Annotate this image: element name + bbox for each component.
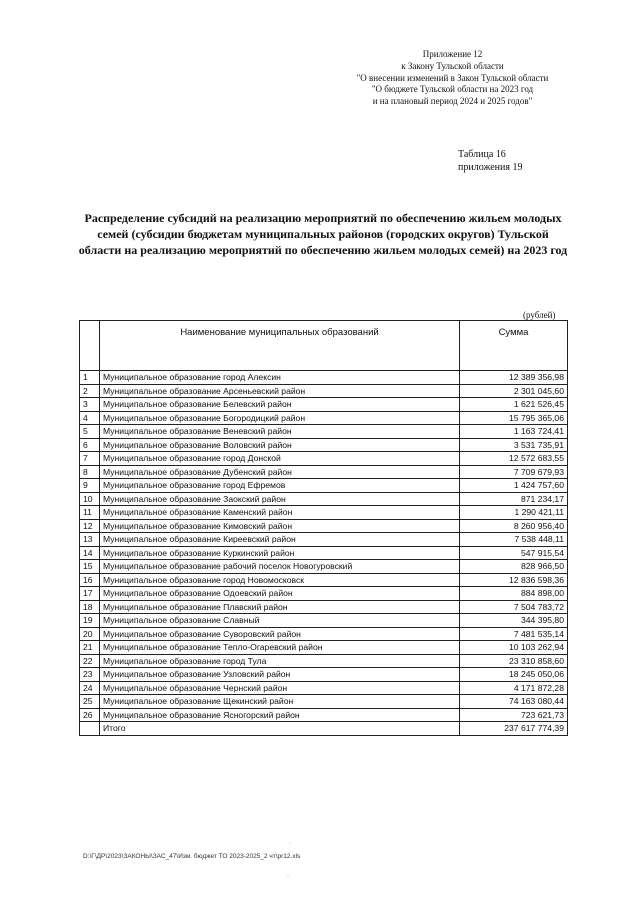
- row-number: 4: [80, 411, 100, 425]
- table-row: [80, 425, 568, 439]
- row-number: 6: [80, 438, 100, 452]
- row-municipality: Муниципальное образование Щекинский район: [100, 695, 460, 709]
- appendix-line: к Закону Тульской области: [401, 60, 504, 71]
- row-municipality: Муниципальное образование Куркинский район: [100, 546, 460, 560]
- row-sum: 8 260 956,40: [460, 519, 568, 533]
- appendix-line: "О бюджете Тульской области на 2023 год: [371, 84, 534, 95]
- row-sum: 2 301 045,60: [460, 384, 568, 398]
- appendix-line: и на плановый период 2024 и 2025 годов": [372, 96, 533, 107]
- row-sum: 7 709 679,93: [460, 465, 568, 479]
- row-number: 12: [80, 519, 100, 533]
- row-municipality: Муниципальное образование Кимовский район: [100, 519, 460, 533]
- table-ref-line: Таблица 16: [458, 149, 506, 160]
- row-number: 19: [80, 614, 100, 628]
- table-row: [80, 614, 568, 628]
- row-number: 8: [80, 465, 100, 479]
- row-sum: 1 163 724,41: [460, 425, 568, 439]
- table-row: [80, 600, 568, 614]
- row-municipality: Муниципальное образование Каменский район: [100, 506, 460, 520]
- row-number: 18: [80, 600, 100, 614]
- row-municipality: Муниципальное образование Киреевский район: [100, 533, 460, 547]
- row-sum: 7 538 448,11: [460, 533, 568, 547]
- row-municipality: Муниципальное образование Ясногорский район: [100, 708, 460, 722]
- row-sum: 7 481 535,14: [460, 627, 568, 641]
- row-municipality: Муниципальное образование Одоевский район: [100, 587, 460, 601]
- table-row: [80, 411, 568, 425]
- row-municipality: Муниципальное образование город Алексин: [100, 371, 460, 385]
- row-municipality: Муниципальное образование Заокский район: [100, 492, 460, 506]
- row-municipality: Муниципальное образование Чернский район: [100, 681, 460, 695]
- total-row: [80, 722, 568, 736]
- row-municipality: Муниципальное образование Белевский район: [100, 398, 460, 412]
- row-number: 17: [80, 587, 100, 601]
- table-row: [80, 573, 568, 587]
- row-sum: 1 621 526,45: [460, 398, 568, 412]
- row-number: 10: [80, 492, 100, 506]
- document-title: Распределение субсидий на реализацию мероприятий по обеспечению жильем молодых семей (субсидии бюджетам муниципальных районов (городских округов) Тульской области на реализацию мероприятий по обеспечению жильем молодых семей) на 2023 год: [78, 211, 568, 257]
- table-row: [80, 654, 568, 668]
- scan-mark: ·: [287, 873, 289, 879]
- table-body: [80, 371, 568, 722]
- row-number: 3: [80, 398, 100, 412]
- table-row: [80, 668, 568, 682]
- row-municipality: Муниципальное образование Воловский район: [100, 438, 460, 452]
- row-municipality: Муниципальное образование Веневский район: [100, 425, 460, 439]
- row-sum: 12 836 598,36: [460, 573, 568, 587]
- row-municipality: Муниципальное образование Плавский район: [100, 600, 460, 614]
- row-number: 25: [80, 695, 100, 709]
- table-row: [80, 587, 568, 601]
- table-row: [80, 506, 568, 520]
- row-municipality: Муниципальное образование город Донской: [100, 452, 460, 466]
- table-row: [80, 533, 568, 547]
- row-sum: 15 795 365,06: [460, 411, 568, 425]
- row-municipality: Муниципальное образование рабочий поселок Новогуровский: [100, 560, 460, 574]
- row-number: 24: [80, 681, 100, 695]
- table-row: [80, 438, 568, 452]
- row-number: 23: [80, 668, 100, 682]
- row-municipality: Муниципальное образование Дубенский район: [100, 465, 460, 479]
- table-row: [80, 641, 568, 655]
- row-municipality: Муниципальное образование город Тула: [100, 654, 460, 668]
- row-number: 20: [80, 627, 100, 641]
- table-row: [80, 695, 568, 709]
- row-sum: 1 424 757,60: [460, 479, 568, 493]
- table-row: [80, 519, 568, 533]
- table-row: [80, 560, 568, 574]
- row-number: 5: [80, 425, 100, 439]
- row-municipality: Муниципальное образование город Ефремов: [100, 479, 460, 493]
- row-number: 2: [80, 384, 100, 398]
- row-municipality: Муниципальное образование Тепло-Огаревский район: [100, 641, 460, 655]
- table-row: [80, 371, 568, 385]
- row-sum: 3 531 735,91: [460, 438, 568, 452]
- row-sum: 12 389 356,98: [460, 371, 568, 385]
- table-row: [80, 465, 568, 479]
- row-municipality: Муниципальное образование Славный: [100, 614, 460, 628]
- table-header-row: [80, 321, 568, 371]
- table-row: [80, 452, 568, 466]
- row-sum: 871 234,17: [460, 492, 568, 506]
- row-sum: 23 310 858,60: [460, 654, 568, 668]
- file-path-footer: D:\Г\ДР\2023\ЗАКОНЫ\ЗАС_47\Изм. бюджет ТО 2023-2025_2 чт\pr12.xls: [83, 853, 301, 860]
- row-sum: 884 898,00: [460, 587, 568, 601]
- table-row: [80, 627, 568, 641]
- row-number: 7: [80, 452, 100, 466]
- row-sum: 12 572 683,55: [460, 452, 568, 466]
- table-row: [80, 384, 568, 398]
- row-number: 26: [80, 708, 100, 722]
- scan-mark: ·: [289, 841, 291, 847]
- table-row: [80, 479, 568, 493]
- row-number: 15: [80, 560, 100, 574]
- row-number: 21: [80, 641, 100, 655]
- row-number: 1: [80, 371, 100, 385]
- total-sum: 237 617 774,39: [460, 722, 568, 736]
- subsidy-table: [79, 320, 568, 736]
- currency-unit: (рублей): [523, 310, 556, 320]
- row-sum: 7 504 783,72: [460, 600, 568, 614]
- row-number: 16: [80, 573, 100, 587]
- header-sum: Сумма: [460, 321, 568, 371]
- row-sum: 4 171 872,28: [460, 681, 568, 695]
- header-number: [80, 321, 100, 371]
- row-municipality: Муниципальное образование Арсеньевский район: [100, 384, 460, 398]
- table-row: [80, 492, 568, 506]
- row-sum: 344 395,80: [460, 614, 568, 628]
- table-row: [80, 398, 568, 412]
- row-sum: 547 915,54: [460, 546, 568, 560]
- appendix-line: "О внесении изменений в Закон Тульской области: [356, 72, 549, 83]
- table-row: [80, 546, 568, 560]
- appendix-line: Приложение 12: [422, 49, 483, 59]
- row-number: 9: [80, 479, 100, 493]
- row-number: 13: [80, 533, 100, 547]
- table-row: [80, 708, 568, 722]
- total-label: Итого: [100, 722, 460, 736]
- row-sum: 723 621,73: [460, 708, 568, 722]
- row-sum: 74 163 080,44: [460, 695, 568, 709]
- header-name: Наименование муниципальных образований: [100, 321, 460, 371]
- appendix-header: [330, 49, 575, 108]
- row-municipality: Муниципальное образование город Новомосковск: [100, 573, 460, 587]
- table-reference: [458, 148, 522, 174]
- row-municipality: Муниципальное образование Богородицкий район: [100, 411, 460, 425]
- row-number: 11: [80, 506, 100, 520]
- row-municipality: Муниципальное образование Узловский район: [100, 668, 460, 682]
- row-number: 22: [80, 654, 100, 668]
- row-sum: 18 245 050,06: [460, 668, 568, 682]
- row-municipality: Муниципальное образование Суворовский район: [100, 627, 460, 641]
- row-number: 14: [80, 546, 100, 560]
- row-sum: 828 966,50: [460, 560, 568, 574]
- row-sum: 1 290 421,11: [460, 506, 568, 520]
- table-ref-line: приложения 19: [458, 162, 523, 173]
- total-number: [80, 722, 100, 736]
- table-row: [80, 681, 568, 695]
- row-sum: 10 103 262,94: [460, 641, 568, 655]
